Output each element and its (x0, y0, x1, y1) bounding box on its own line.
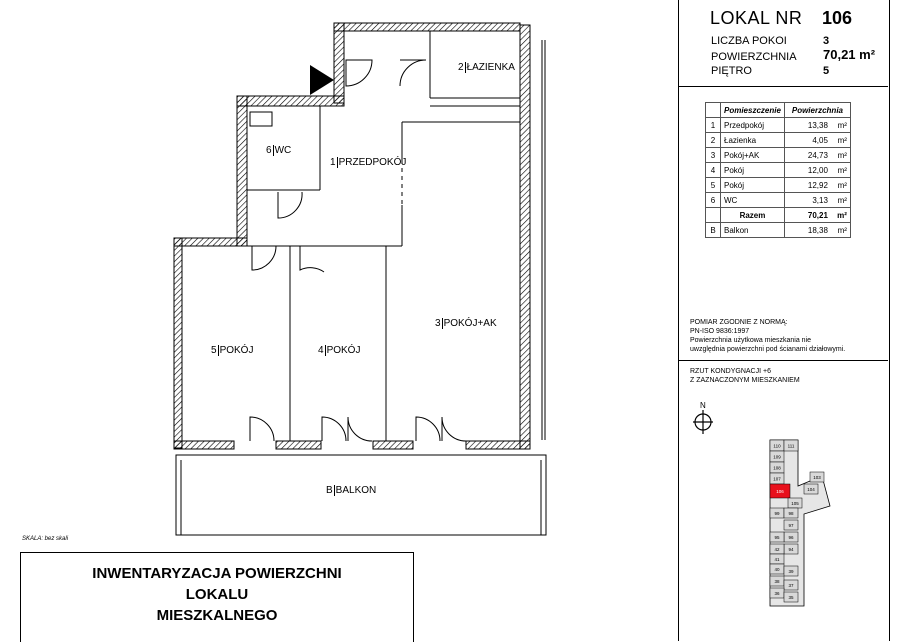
key-plan-unit-label: 38 (774, 579, 780, 584)
key-plan-unit-label: 96 (788, 535, 794, 540)
key-plan-unit-label: 37 (788, 583, 794, 588)
wall-entry-left (334, 23, 344, 103)
wall-north-mid (237, 96, 344, 106)
wall-south-3 (373, 441, 413, 449)
key-plan-unit-label: 108 (773, 465, 781, 471)
rooms-count-label: LICZBA POKOI (711, 35, 787, 47)
table-total-row: Razem 70,21 m² (706, 208, 851, 223)
room-label-4: 4 POKÓJ (318, 345, 361, 356)
table-balcony-row: B Balkon 18,38 m² (706, 223, 851, 238)
key-plan-unit-label: 99 (774, 511, 780, 516)
wall-north-top (334, 23, 520, 31)
key-plan-unit-label: 106 (776, 489, 784, 494)
table-header (706, 103, 851, 118)
scale-note: SKALA: bez skali (22, 536, 69, 542)
key-plan-unit-label: 109 (773, 454, 781, 460)
title-box (20, 552, 414, 642)
room-label-6: 6 WC (266, 145, 292, 156)
floor-label: PIĘTRO (711, 65, 752, 77)
key-plan-unit-label: 111 (787, 443, 795, 449)
key-plan-unit-label: 104 (807, 487, 815, 492)
key-plan-unit-label: 97 (788, 523, 794, 528)
title-line-1: INWENTARYZACJA POWIERZCHNI (92, 565, 342, 582)
wall-south-2 (276, 441, 321, 449)
key-plan-unit-label: 107 (773, 476, 781, 482)
key-plan-unit-label: 41 (774, 557, 780, 562)
room-label-5: 5 POKÓJ (211, 345, 254, 356)
wall-left-top (174, 238, 247, 246)
room-label-1: 1 PRZEDPOKÓJ (330, 157, 407, 168)
table-row: 5 Pokój 12,92 m² (706, 178, 851, 193)
wall-wc-left (237, 96, 247, 246)
room-label-3: 3 POKÓJ+AK (435, 318, 497, 329)
key-plan-unit-label: 110 (773, 443, 781, 449)
floor-value: 5 (823, 65, 830, 77)
title-line-3: MIESZKALNEGO (156, 607, 278, 624)
wall-south-1 (174, 441, 234, 449)
divider (678, 360, 888, 361)
col-area: Powierzchnia (784, 103, 850, 118)
north-label: N (700, 401, 706, 410)
table-row: 4 Pokój 12,00 m² (706, 163, 851, 178)
table-row: 1 Przedpokój 13,38 m² (706, 118, 851, 133)
entry-arrow-icon (310, 65, 334, 95)
key-plan (760, 436, 840, 616)
key-plan-unit-label: 94 (788, 547, 794, 552)
key-plan-unit-label: 40 (774, 567, 780, 572)
table-row: 6 WC 3,13 m² (706, 193, 851, 208)
area-value: 70,21 m² (823, 47, 876, 62)
table-row: 2 Łazienka 4,05 m² (706, 133, 851, 148)
key-plan-unit-label: 35 (788, 595, 794, 600)
room-label-2: 2 ŁAZIENKA (458, 62, 515, 73)
key-plan-unit-label: 105 (791, 501, 799, 506)
wall-west (174, 238, 182, 448)
table-row: 3 Pokój+AK 24,73 m² (706, 148, 851, 163)
title-line-2: LOKALU (185, 586, 249, 603)
key-plan-unit-label: 95 (774, 535, 780, 540)
room-label-b: B BALKON (326, 485, 377, 496)
key-plan-unit-label: 103 (813, 475, 821, 480)
col-room: Pomieszczenie (721, 103, 785, 118)
rooms-count-value: 3 (823, 35, 830, 47)
key-plan-unit-label: 39 (788, 569, 794, 574)
key-plan-unit-label: 42 (774, 547, 780, 552)
key-plan-unit-label: 36 (774, 591, 780, 596)
rooms-table (705, 102, 851, 238)
north-arrow-icon (690, 400, 720, 434)
key-plan-unit-label: 98 (788, 511, 794, 516)
wall-south-4 (466, 441, 530, 449)
unit-title: LOKAL NR (710, 8, 803, 28)
divider (678, 86, 888, 87)
wall-east (520, 25, 530, 449)
unit-number: 106 (822, 8, 853, 28)
norm-note: POMIAR ZGODNIE Z NORMĄ: PN-ISO 9836:1997 Powierzchnia użytkowa mieszkania nie uwzględnia powierzchni pod ścianami działowymi. (690, 319, 846, 353)
floor-note: RZUT KONDYGNACJI +6 Z ZAZNACZONYM MIESZKANIEM (690, 368, 800, 384)
area-label: POWIERZCHNIA (711, 51, 797, 63)
